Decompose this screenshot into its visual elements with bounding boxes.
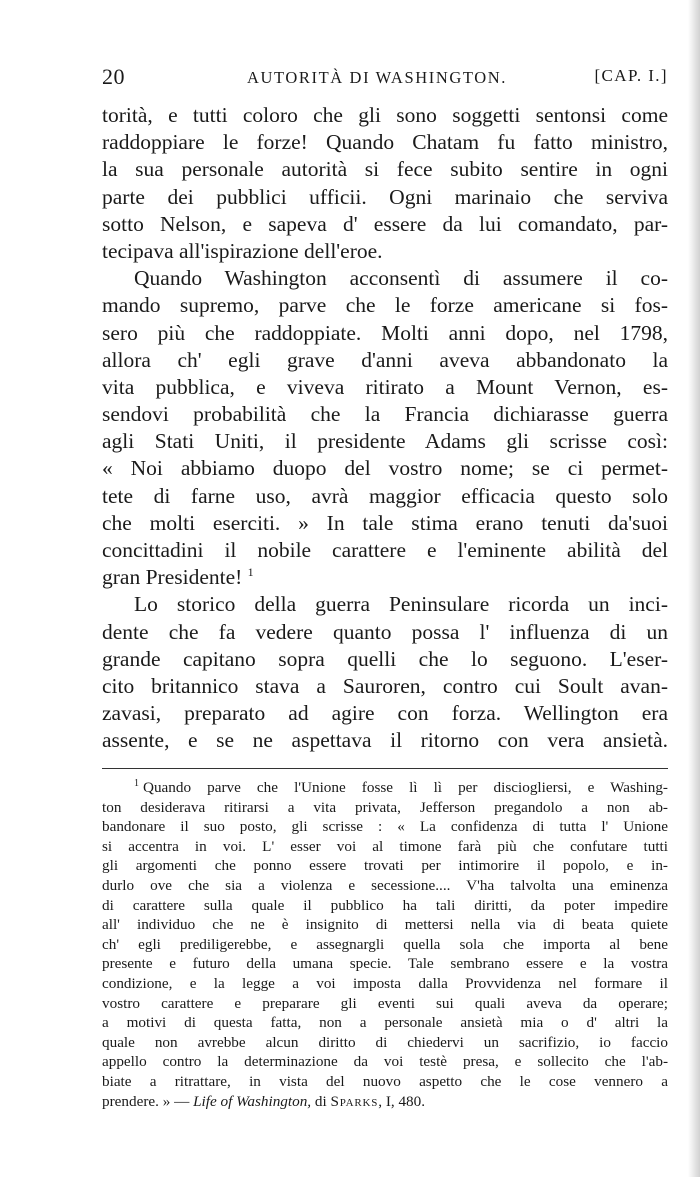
- footnote-citation-di: di: [311, 1092, 331, 1110]
- text-line: concittadini il nobile carattere e l'eminente abilità del: [102, 538, 668, 562]
- footnote-line: a motivi di questa fatta, non a personale ansietà mia o d' altri la: [102, 1014, 668, 1032]
- footnote-line: quale non avrebbe alcun diritto di chiedervi un sacrifizio, io faccio: [102, 1033, 668, 1051]
- footnote-line: bandonare il suo posto, gli scrisse : « La confidenza di tutta l' Unione: [102, 818, 668, 836]
- text-line-content: gran Presidente!: [102, 565, 243, 590]
- text-line: sotto Nelson, e sapeva d' essere da lui comandato, par-: [102, 211, 668, 236]
- page-header: [102, 64, 668, 94]
- chapter-label: [CAP. I.]: [594, 66, 668, 85]
- book-title: Life of Washington,: [193, 1092, 312, 1110]
- text-line: la sua personale autorità si fece subito sentire in ogni: [102, 157, 668, 182]
- footnote-line: durlo ove che sia a violenza e secessione.... V'ha talvolta una eminenza: [102, 876, 668, 894]
- page-number: 20: [102, 64, 125, 89]
- text-line: allora ch' egli grave d'anni aveva abbandonato la: [102, 347, 668, 372]
- text-line: tecipava all'ispirazione dell'eroe.: [102, 238, 383, 263]
- text-line: sendovi probabilità che la Francia dichiarasse guerra: [102, 402, 668, 427]
- text-line: « Noi abbiamo duopo del vostro nome; se ci permet-: [102, 456, 668, 481]
- footnote-line: gli argomenti che ponno essere trovati per intimorire il popolo, e in-: [102, 857, 668, 875]
- text-line-with-footnote-ref: [102, 564, 668, 591]
- text-line: Lo storico della guerra Peninsulare ricorda un inci-: [134, 592, 668, 617]
- text-line: torità, e tutti coloro che gli sono soggetti sentonsi come: [102, 103, 668, 127]
- text-line: raddoppiare le forze! Quando Chatam fu fatto ministro,: [102, 130, 668, 155]
- text-line: cito britannico stava a Sauroren, contro cui Soult avan-: [102, 673, 668, 698]
- page-edge-shadow: [688, 0, 700, 1177]
- footnote-divider: [102, 768, 668, 769]
- running-title: AUTORITÀ DI WASHINGTON.: [247, 68, 508, 87]
- footnote-line: vostro carattere e preparare gli eventi sui quali aveva da operare;: [102, 994, 668, 1012]
- footnote-line: all' individuo che ne è insignito di mettersi nella via di beata quiete: [102, 916, 668, 934]
- footnote-line-content: Quando parve che l'Unione fosse lì lì per disciogliersi, e Washing-: [143, 779, 668, 796]
- body-text: [102, 102, 668, 755]
- footnote-line: [102, 778, 668, 798]
- footnote-line: appello contro la determinazione da voi testè presa, e sollecito che l'ab-: [102, 1053, 668, 1071]
- footnote-line: presente e futuro della umana specie. Tale sembrano essere e la vostra: [102, 955, 668, 973]
- text-line: che molti eserciti. » In tale stima erano tenuti da'suoi: [102, 510, 668, 535]
- text-line: sero più che raddoppiate. Molti anni dopo, nel 1798,: [102, 320, 668, 345]
- footnote-citation-line: [102, 1092, 668, 1112]
- text-line: assente, e se ne aspettava il ritorno con vera ansietà.: [102, 728, 668, 753]
- footnote-line: biate a ritrattare, in vista del nuovo aspetto che le cose vennero a: [102, 1072, 668, 1090]
- text-line: Quando Washington acconsentì di assumere il co-: [134, 266, 668, 291]
- footnote-line: ton desiderava ritirarsi a vita privata, Jefferson pregandolo a non ab-: [102, 798, 668, 816]
- footnote-line: ch' egli prediligerebbe, e assegnargli quella sola che importa al bene: [102, 935, 668, 953]
- author-name: Sparks: [330, 1092, 379, 1110]
- footnote-line: si accentra in voi. L' esser voi al timone farà più che confutare tutti: [102, 837, 668, 855]
- footnote: [102, 778, 668, 1111]
- footnote-reference: 1: [247, 565, 254, 580]
- citation-reference: , I, 480.: [378, 1092, 426, 1110]
- text-line: tete di farne uso, avrà maggior efficacia questo solo: [102, 483, 668, 508]
- text-line: grande capitano sopra quelli che lo seguono. L'eser-: [102, 646, 668, 671]
- footnote-line: di carattere sulla quale il pubblico ha tali diritti, da poter impedire: [102, 896, 668, 914]
- text-line: mando supremo, parve che le forze americane si fos-: [102, 293, 668, 318]
- footnote-citation-lead: prendere. » —: [102, 1092, 194, 1110]
- text-line: vita pubblica, e viveva ritirato a Mount Vernon, es-: [102, 374, 668, 399]
- footnote-marker: 1: [134, 777, 139, 789]
- footnote-line: condizione, e la legge a voi imposta dalla Provvidenza nel formare il: [102, 974, 668, 992]
- text-line: zavasi, preparato ad agire con forza. Wellington era: [102, 701, 668, 726]
- text-line: agli Stati Uniti, il presidente Adams gli scrisse così:: [102, 429, 668, 454]
- text-line: dente che fa vedere quanto possa l' influenza di un: [102, 619, 668, 644]
- text-line: parte dei pubblici ufficii. Ogni marinaio che serviva: [102, 184, 668, 209]
